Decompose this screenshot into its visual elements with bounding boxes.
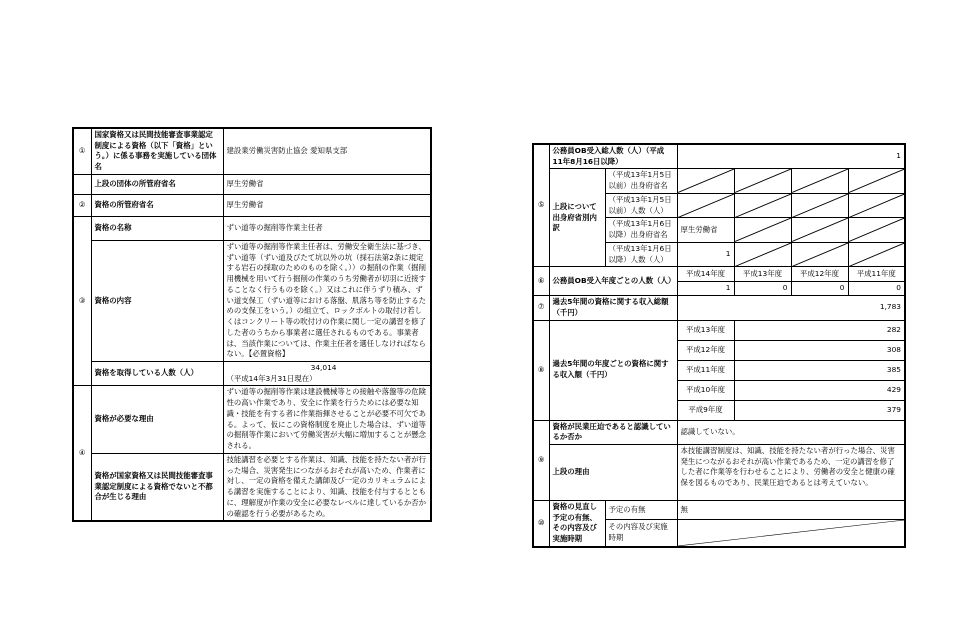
inconvenience-reason-label: 資格が国家資格又は民間技能審査事業認定制度による資格でないと不都合が生じる理由 bbox=[91, 453, 223, 521]
ob-yearly-label: 公務員OB受入年度ごとの人数（人） bbox=[549, 267, 677, 296]
income-year-label: 平成11年度 bbox=[677, 360, 734, 380]
section-number-4: ④ bbox=[73, 386, 91, 521]
income-year-label: 平成10年度 bbox=[677, 380, 734, 400]
qualification-name-value: ずい道等の掘削等作業主任者 bbox=[223, 216, 431, 240]
review-plan-exists-value: 無 bbox=[677, 501, 905, 520]
upper-org-ministry-value: 厚生労働省 bbox=[223, 174, 431, 194]
income-year-label: 平成12年度 bbox=[677, 340, 734, 360]
holders-count-label: 資格を取得している人数（人） bbox=[91, 362, 223, 386]
ob-year-value: 1 bbox=[677, 282, 734, 296]
section-number-9: ⑨ bbox=[533, 420, 549, 500]
section-number-6: ⑥ bbox=[533, 267, 549, 296]
left-form-table bbox=[72, 127, 432, 522]
section-number-8: ⑧ bbox=[533, 320, 549, 420]
inconvenience-reason-value: 技能講習を必要とする作業は、知識、技能を持たない者が行った場合、災害発生につながるおそれが高いため、作業者に対し、一定の資格を備えた講師及び一定のカリキュラムによる講習を実施することにより、知識、技能を付与するとともに、理解度が作業の安全に必要なレベルに達しているか否かの確認を行う必要があるため。 bbox=[223, 453, 431, 521]
section-number-1: ① bbox=[73, 128, 91, 174]
qualification-name-label: 資格の名称 bbox=[91, 216, 223, 240]
empty-cell-slash bbox=[848, 218, 905, 242]
income-total-label: 過去5年間の資格に関する収入総額（千円） bbox=[549, 296, 677, 320]
empty-cell-slash bbox=[734, 242, 791, 266]
empty-cell-slash bbox=[848, 242, 905, 266]
section-number-5: ⑤ bbox=[533, 144, 549, 267]
qualification-content-label: 資格の内容 bbox=[91, 240, 223, 361]
section-number-10: ⑩ bbox=[533, 501, 549, 547]
income-total-value: 1,783 bbox=[677, 296, 905, 320]
empty-cell-slash bbox=[734, 193, 791, 217]
income-year-value: 282 bbox=[734, 320, 905, 340]
ob-year-header: 平成13年度 bbox=[734, 267, 791, 282]
dispatch-after-ministry-value: 厚生労働省 bbox=[677, 218, 734, 242]
holders-count-cell bbox=[223, 362, 431, 386]
ob-total-label: 公務員OB受入総人数（人）（平成11年8月16日以降） bbox=[549, 144, 677, 169]
dispatch-before-count-label: （平成13年1月5日以前）人数（人） bbox=[605, 193, 677, 217]
qualification-ministry-value: 厚生労働省 bbox=[223, 194, 431, 216]
income-year-value: 379 bbox=[734, 400, 905, 420]
empty-cell-slash bbox=[848, 193, 905, 217]
dispatch-breakdown-label: 上段について出身府省別内訳 bbox=[549, 169, 605, 267]
ob-year-value: 0 bbox=[791, 282, 848, 296]
ob-year-value: 0 bbox=[848, 282, 905, 296]
empty-cell-slash bbox=[734, 169, 791, 193]
ob-year-header: 平成11年度 bbox=[848, 267, 905, 282]
income-year-value: 429 bbox=[734, 380, 905, 400]
empty-cell-slash bbox=[791, 193, 848, 217]
holders-count-value: 34,014 bbox=[310, 363, 337, 373]
need-reason-value: ずい道等の掘削等作業は建設機械等との接触や落盤等の危険性の高い作業であり、安全に作業を行うためには必要な知識・技能を有する者に作業指揮させることが必要不可欠である。よって、仮にこの資格制度を廃止した場合は、ずい道等の掘削等作業において労働災害が大幅に増加することが懸念される。 bbox=[223, 386, 431, 453]
ob-year-header: 平成14年度 bbox=[677, 267, 734, 282]
review-detail-label: その内容及び実施時期 bbox=[605, 520, 677, 547]
empty-cell-slash bbox=[791, 169, 848, 193]
income-yearly-label: 過去5年間の年度ごとの資格に関する収入額（千円） bbox=[549, 320, 677, 420]
review-detail-empty-slash bbox=[677, 520, 905, 547]
review-plan-label: 資格の見直し予定の有無、その内容及び実施時期 bbox=[549, 501, 605, 547]
income-year-label: 平成13年度 bbox=[677, 320, 734, 340]
right-form-table bbox=[532, 143, 906, 548]
empty-cell-slash bbox=[677, 193, 734, 217]
need-reason-label: 資格が必要な理由 bbox=[91, 386, 223, 453]
qualification-ministry-label: 資格の所管府省名 bbox=[91, 194, 223, 216]
income-year-value: 385 bbox=[734, 360, 905, 380]
private-pressure-value: 認識していない。 bbox=[677, 420, 905, 444]
income-year-label: 平成9年度 bbox=[677, 400, 734, 420]
ob-total-value: 1 bbox=[677, 144, 905, 169]
income-year-value: 308 bbox=[734, 340, 905, 360]
upper-reason-label: 上段の理由 bbox=[549, 445, 677, 501]
empty-cell-slash bbox=[734, 218, 791, 242]
qualification-content-value: ずい道等の掘削等作業主任者は、労働安全衛生法に基づき、ずい道等（ずい道及びたて坑以外の坑（採石法第2条に規定する岩石の採取のためのものを除く。））の掘削の作業（掘削用機械を用いて行う掘削の作業のうち労働者が切羽に近接することなく行うものを除く。）又はこれに伴うずり積み、ずい道支保工（ずい道等における落盤、肌落ち等を防止するための支保工をいう。）の組立て、ロックボルトの取付け若しくはコンクリート等の吹付けの作業に関し一定の講習を修了した者のうちから事業者に選任されるものである。事業者は、当該作業については、作業主任者を選任しなければならない。【必置資格】 bbox=[223, 240, 431, 361]
dispatch-before-ministry-label: （平成13年1月5日以前）出身府省名 bbox=[605, 169, 677, 193]
ob-year-value: 0 bbox=[734, 282, 791, 296]
dispatch-after-ministry-label: （平成13年1月6日以降）出身府省名 bbox=[605, 218, 677, 242]
upper-org-ministry-label: 上段の団体の所管府省名 bbox=[91, 174, 223, 194]
upper-reason-value: 本技能講習制度は、知識、技能を持たない者が行った場合、災害発生につながるおそれが高い作業であるため、一定の講習を修了した者に作業等を行わせることにより、労働者の安全と健康の確保を図るものであり、民業圧迫であるとは考えていない。 bbox=[677, 445, 905, 501]
empty-cell-slash bbox=[791, 242, 848, 266]
review-plan-exists-label: 予定の有無 bbox=[605, 501, 677, 520]
empty-cell-slash bbox=[677, 169, 734, 193]
section-number-3: ③ bbox=[73, 216, 91, 386]
section-number-7: ⑦ bbox=[533, 296, 549, 320]
dispatch-after-count-value: 1 bbox=[677, 242, 734, 266]
private-pressure-label: 資格が民業圧迫であると認識しているか否か bbox=[549, 420, 677, 444]
empty-cell-slash bbox=[848, 169, 905, 193]
empty-cell-slash bbox=[791, 218, 848, 242]
organization-name-label: 国家資格又は民間技能審査事業認定制度による資格（以下「資格」という。）に係る事務を実施している団体名 bbox=[91, 128, 223, 174]
section-number-2: ② bbox=[73, 194, 91, 216]
ob-year-header: 平成12年度 bbox=[791, 267, 848, 282]
holders-count-note: （平成14年3月31日現在） bbox=[226, 373, 317, 383]
dispatch-after-count-label: （平成13年1月6日以降）人数（人） bbox=[605, 242, 677, 266]
organization-name-value: 建設業労働災害防止協会 愛知県支部 bbox=[223, 128, 431, 174]
